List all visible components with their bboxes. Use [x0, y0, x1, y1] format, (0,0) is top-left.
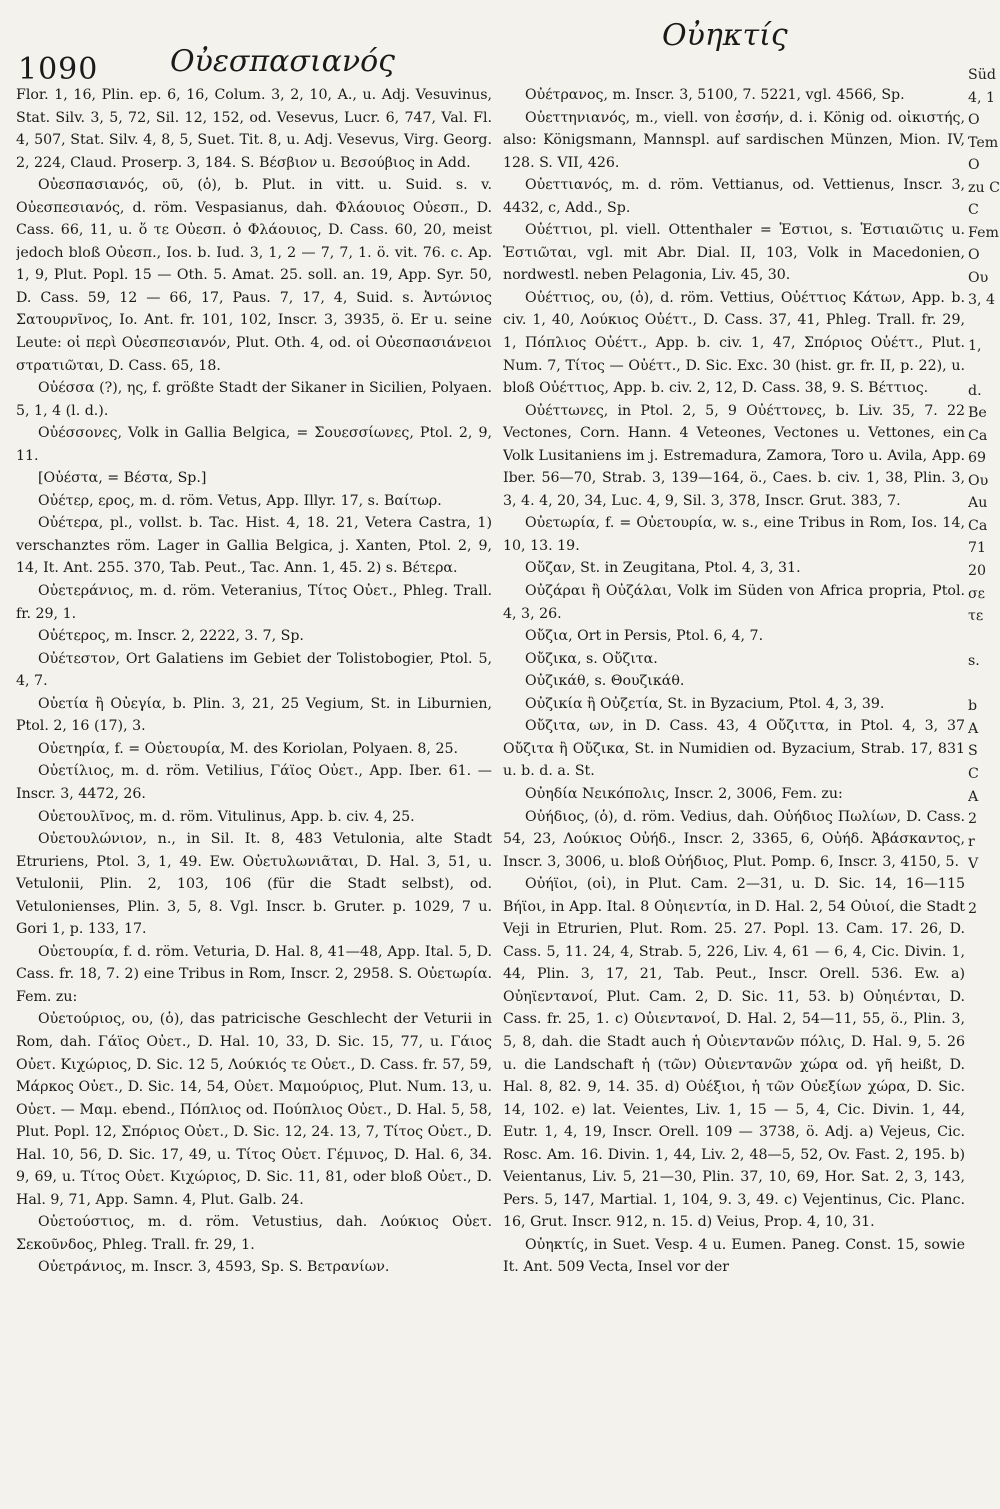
cropped-line-fragment: 2	[968, 811, 978, 828]
dictionary-entry: Οὐέσσα (?), ης, f. größte Stadt der Sikaner in Sicilien, Polyaen. 5, 1, 4 (l. d.).	[16, 380, 492, 419]
right-column	[503, 84, 965, 1504]
dictionary-entry: Οὔζικα, s. Οὔζιτα.	[525, 650, 658, 667]
page-number: 1090	[18, 52, 99, 87]
cropped-line-fragment: V	[968, 856, 979, 873]
cropped-line-fragment: Tem	[968, 134, 999, 151]
left-column	[16, 84, 492, 1504]
running-head-right: Οὐηκτίς	[662, 18, 788, 53]
cropped-line-fragment: O	[968, 112, 980, 129]
cropped-next-column	[968, 64, 1000, 1504]
cropped-line-fragment: A	[968, 788, 979, 805]
cropped-line-fragment	[968, 876, 1000, 899]
cropped-line-fragment: Ca	[968, 427, 988, 444]
dictionary-entry: Οὐέτερ, ερος, m. d. röm. Vetus, App. Illyr. 17, s. Βαίτωρ.	[38, 492, 442, 509]
dictionary-entry: Οὐέττωνες, in Ptol. 2, 5, 9 Οὐέττονες, b. Liv. 35, 7. 22 Vectones, Corn. Hann. 4 Veteones, Vectones u. Vettones, ein Volk Lusitaniens im j. Estremadura, Zamora, Toro u. Avila, App. Iber. 56—70, Strab. 3, 139—164, ö., Caes. b. civ. 1, 38, Plin. 3, 3, 4. 4, 20, 34, Luc. 4, 9, Sil. 3, 378, Inscr. Grut. 383, 7.	[503, 402, 965, 509]
cropped-line-fragment: zu C	[968, 179, 1000, 196]
dictionary-entry: Οὐέτεστον, Ort Galatiens im Gebiet der Tolistobogier, Ptol. 5, 4, 7.	[16, 650, 492, 690]
cropped-line-fragment: s.	[968, 653, 980, 670]
dictionary-entry: Οὐετούριος, ου, (ὁ), das patricische Geschlecht der Veturii in Rom, dah. Γάϊος Οὐετ., D. Hal. 10, 33, D. Sic. 15, 77, u. Γάιος Οὐετ. Κιχώριος, D. Sic. 12 5, Λούκιός τε Οὐετ., D. Cass. fr. 57, 59, Μάρκος Οὐετ., D. Sic. 14, 54, Οὐετ. Μαμούριος, Plut. Num. 13, u. Οὐετ. — Μαμ. ebend., Πόπλιος od. Πούπλιος Οὐετ., D. Hal. 5, 58, Plut. Popl. 12, Σπόριος Οὐετ., D. Sic. 12, 24. 13, 7, Τίτος Οὐετ., D. Hal. 10, 56, D. Sic. 17, 49, u. Τίτος Οὐετ. Γέμινος, D. Hal. 6, 34. 9, 69, u. Τίτος Οὐετ. Κιχώριος, D. Sic. 11, 81, oder bloß Οὐετ., D. Hal. 9, 71, App. Samn. 4, Plut. Galb. 24.	[16, 1011, 492, 1208]
dictionary-entry: Οὐέτερα, pl., vollst. b. Tac. Hist. 4, 18. 21, Vetera Castra, 1) verschanztes röm. Lager in Gallia Belgica, j. Xanten, Ptol. 2, 9, 14, It. Ant. 255. 370, Tab. Peut., Tac. Ann. 1, 45. 2) s. Βέτερα.	[16, 515, 492, 577]
dictionary-entry: Οὐέττιος, ου, (ὁ), d. röm. Vettius, Οὐέττιος Κάτων, App. b. civ. 1, 40, Λούκιος Οὐέττ., D. Cass. 37, 41, Phleg. Trall. fr. 29, 1, Πόπλιος Οὐέττ., App. b. civ. 1, 47, Σπόριος Οὐέττ., Plut. Num. 7, Τίτος — Οὐέττ., D. Sic. Exc. 30 (hist. gr. fr. II, p. 22), u. bloß Οὐέττιος, App. b. civ. 2, 12, D. Cass. 38, 9. S. Βέττιος.	[503, 289, 965, 397]
cropped-line-fragment: S	[968, 743, 978, 760]
dictionary-entry: Οὐηδία Νεικόπολις, Inscr. 2, 3006, Fem. zu:	[525, 785, 843, 802]
cropped-line-fragment: 69	[968, 450, 987, 467]
dictionary-entry: Οὐζικία ἢ Οὐζετία, St. in Byzacium, Ptol. 4, 3, 39.	[525, 695, 885, 712]
cropped-line-fragment: r	[968, 833, 975, 850]
cropped-line-fragment: C	[968, 765, 979, 782]
dictionary-entry: Οὐέτερος, m. Inscr. 2, 2222, 3. 7, Sp.	[38, 628, 304, 645]
cropped-line-fragment: Ου	[968, 269, 989, 286]
cropped-line-fragment	[968, 312, 1000, 335]
cropped-line-fragment: b	[968, 698, 978, 715]
cropped-line-fragment	[968, 357, 1000, 380]
dictionary-entry: [Οὐέστα, = Βέστα, Sp.]	[38, 470, 207, 487]
cropped-line-fragment: C	[968, 202, 979, 219]
cropped-line-fragment: Au	[968, 495, 988, 512]
dictionary-entry: Οὐετουρία, f. d. röm. Veturia, D. Hal. 8, 41—48, App. Ital. 5, D. Cass. fr. 18, 7. 2) eine Tribus in Rom, Inscr. 2, 2958. S. Οὐετωρία. Fem. zu:	[16, 943, 492, 1005]
dictionary-entry: Οὐετωρία, f. = Οὐετουρία, w. s., eine Tribus in Rom, Ios. 14, 10, 13. 19.	[503, 515, 965, 554]
dictionary-entry: Οὐετουλῖνος, m. d. röm. Vitulinus, App. b. civ. 4, 25.	[38, 808, 415, 825]
cropped-line-fragment: Be	[968, 405, 987, 422]
dictionary-entry: Οὐετία ἢ Οὐεγία, b. Plin. 3, 21, 25 Vegium, St. in Liburnien, Ptol. 2, 16 (17), 3.	[16, 695, 492, 735]
cropped-line-fragment: 71	[968, 540, 987, 557]
cropped-line-fragment: 20	[968, 563, 987, 580]
dictionary-entry: Οὐεσπασιανός, οῦ, (ὁ), b. Plut. in vitt. u. Suid. s. v. Οὐεσπεσιανός, d. röm. Vespasianus, dah. Φλάουιος Οὐεσπ., D. Cass. 66, 11, u. ὅ τε Οὐεσπ. ὁ Φλάουιος, D. Cass. 60, 20, meist jedoch bloß Οὐεσπ., Ios. b. Iud. 3, 1, 2 — 7, 7, 1. ö. vit. 76. c. Ap. 1, 9, Plut. Popl. 15 — Oth. 5. Amat. 25. soll. an. 19, App. Syr. 50, D. Cass. 59, 12 — 66, 17, Paus. 7, 17, 4, Suid. s. Ἀντώνιος Σατουρνῖνος, Io. Ant. fr. 101, 102, Inscr. 3, 3935, ö. Er u. seine Leute: οἱ περὶ Οὐεσπεσιανόν, Plut. Oth. 4, od. οἱ Οὐεσπασιάνειοι στρατιῶται, D. Cass. 65, 18.	[16, 177, 492, 374]
cropped-line-fragment: τε	[968, 608, 984, 625]
cropped-line-fragment: 2	[968, 901, 978, 918]
dictionary-entry: Οὔζια, Ort in Persis, Ptol. 6, 4, 7.	[525, 628, 764, 645]
dictionary-entry: Οὔζαν, St. in Zeugitana, Ptol. 4, 3, 31.	[525, 560, 801, 577]
dictionary-entry: Flor. 1, 16, Plin. ep. 6, 16, Colum. 3, 2, 10, A., u. Adj. Vesuvinus, Stat. Silv. 3, 5, 72, Sil. 12, 152, od. Vesevus, Lucr. 6, 747, Val. Fl. 4, 507, Stat. Silv. 4, 8, 5, Suet. Tit. 8, u. Adj. Vesevus, Virg. Georg. 2, 224, Claud. Proserp. 3, 184. S. Βέσβιον u. Βεσούβιος in Add.	[16, 87, 492, 171]
dictionary-entry: Οὐεττηνιανός, m., viell. von ἐσσήν, d. i. König od. οἰκιστής, also: Königsmann, Mannspl. auf sardischen Münzen, Mion. IV, 128. S. VII, 426.	[503, 109, 965, 171]
cropped-line-fragment: d.	[968, 382, 982, 399]
cropped-line-fragment: Ου	[968, 472, 989, 489]
cropped-line-fragment: O	[968, 157, 980, 174]
cropped-line-fragment: O	[968, 247, 980, 264]
dictionary-entry: Οὐζάραι ἢ Οὐζάλαι, Volk im Süden von Africa propria, Ptol. 4, 3, 26.	[503, 583, 965, 622]
dictionary-entry: Οὐήϊοι, (οἱ), in Plut. Cam. 2—31, u. D. Sic. 14, 16—115 Βήϊοι, in App. Ital. 8 Οὐηιεντία, in D. Hal. 2, 54 Οὐιοί, die Stadt Veji in Etrurien, Plut. Rom. 25. 27. Popl. 13. Cam. 17. 26, D. Cass. 5, 11. 24, 4, Strab. 5, 226, Liv. 4, 61 — 6, 4, Cic. Divin. 1, 44, Plin. 3, 17, 21, Tab. Peut., Inscr. Orell. 536. Ew. a) Οὐηϊεντανοί, Plut. Cam. 2, D. Sic. 11, 53. b) Οὐηιένται, D. Cass. fr. 25, 1. c) Οὐιεντανοί, D. Hal. 2, 54—11, 55, ö., Plin. 3, 5, 8, dah. die Stadt auch ἡ Οὐιεντανῶν πόλις, D. Hal. 9, 5. 26 u. die Landschaft ἡ (τῶν) Οὐιεντανῶν χώρα od. γῆ heißt, D. Hal. 8, 82. 9, 14. 35. d) Οὐέξιοι, ἡ τῶν Οὐεξίων χώρα, D. Sic. 14, 102. e) lat. Veientes, Liv. 1, 15 — 5, 4, Cic. Divin. 1, 44, Eutr. 1, 4, 19, Inscr. Orell. 109 — 3738, ö. Adj. a) Vejeus, Cic. Rosc. Am. 16. Divin. 1, 44, Liv. 2, 48—5, 52, Ov. Fast. 2, 195. b) Veientanus, Liv. 5, 21—30, Plin. 37, 10, 69, Hor. Sat. 2, 3, 143, Pers. 5, 147, Martial. 1, 104, 9. 3, 49. c) Vejentinus, Cic. Planc. 16, Grut. Inscr. 912, n. 15. d) Veius, Prop. 4, 10, 31.	[503, 876, 965, 1231]
dictionary-entry: Οὐετουλώνιον, n., in Sil. It. 8, 483 Vetulonia, alte Stadt Etruriens, Ptol. 3, 1, 49. Ew. Οὐετυλωνιᾶται, D. Hal. 3, 51, u. Vetulonii, Plin. 2, 103, 106 (für die Stadt selbst), od. Vetulonienses, Plin. 3, 5, 8. Vgl. Inscr. b. Gruter. p. 1029, 7 u. Gori 1, p. 133, 17.	[16, 831, 492, 938]
dictionary-entry: Οὐετούστιος, m. d. röm. Vetustius, dah. Λούκιος Οὐετ. Σεκοῦνδος, Phleg. Trall. fr. 29, 1.	[16, 1214, 492, 1253]
dictionary-entry: Οὐεττιανός, m. d. röm. Vettianus, od. Vettienus, Inscr. 3, 4432, c, Add., Sp.	[503, 177, 965, 216]
dictionary-entry: Οὐετράνιος, m. Inscr. 3, 4593, Sp. S. Βετρανίων.	[38, 1259, 390, 1276]
cropped-line-fragment: Ca	[968, 517, 988, 534]
cropped-line-fragment: Fem	[968, 224, 999, 241]
cropped-line-fragment: Süd	[968, 67, 996, 83]
dictionary-entry: Οὐζικάθ, s. Θουζικάθ.	[525, 673, 685, 690]
cropped-line-fragment: 3, 4	[968, 292, 996, 309]
dictionary-entry: Οὐήδιος, (ὁ), d. röm. Vedius, dah. Οὐήδιος Πωλίων, D. Cass. 54, 23, Λούκιος Οὐήδ., Inscr. 2, 3365, 6, Οὐήδ. Ἀβάσκαντος, Inscr. 3, 3006, u. bloß Οὐήδιος, Plut. Pomp. 6, Inscr. 3, 4150, 5.	[503, 808, 965, 870]
running-head-left: Οὐεσπασιανός	[170, 44, 395, 79]
cropped-line-fragment: 4, 1	[968, 89, 996, 106]
dictionary-entry: Οὐέττιοι, pl. viell. Ottenthaler = Ἑστιοι, s. Ἑστιαιῶτις u. Ἑστιῶται, vgl. mit Abr. Dial. II, 103, Volk in Macedonien, nordwestl. neben Pelagonia, Liv. 45, 30.	[503, 222, 965, 284]
dictionary-entry: Οὐέσσονες, Volk in Gallia Belgica, = Σουεσσίωνες, Ptol. 2, 9, 11.	[16, 425, 492, 464]
cropped-line-fragment	[968, 673, 1000, 696]
cropped-line-fragment: 1,	[968, 337, 982, 354]
dictionary-entry: Οὐετηρία, f. = Οὐετουρία, M. des Koriolan, Polyaen. 8, 25.	[38, 740, 459, 757]
cropped-line-fragment	[968, 628, 1000, 651]
cropped-line-fragment: A	[968, 720, 979, 737]
dictionary-entry: Οὐετίλιος, m. d. röm. Vetilius, Γάϊος Οὐετ., App. Iber. 61. — Inscr. 3, 4472, 26.	[16, 763, 492, 802]
cropped-line-fragment: σε	[968, 585, 986, 602]
dictionary-entry: Οὐέτρανος, m. Inscr. 3, 5100, 7. 5221, vgl. 4566, Sp.	[525, 87, 905, 103]
dictionary-entry: Οὐετεράνιος, m. d. röm. Veteranius, Τίτος Οὐετ., Phleg. Trall. fr. 29, 1.	[16, 583, 492, 622]
dictionary-entry: Οὔζιτα, ων, in D. Cass. 43, 4 Οὔζιττα, in Ptol. 4, 3, 37 Οὔζιτα ἢ Οὔζικα, St. in Numidien od. Byzacium, Strab. 17, 831 u. b. d. a. St.	[503, 718, 965, 780]
page-header	[0, 0, 1000, 90]
dictionary-entry: Οὐηκτίς, in Suet. Vesp. 4 u. Eumen. Paneg. Const. 15, sowie It. Ant. 509 Vecta, Insel vor der	[503, 1236, 965, 1276]
